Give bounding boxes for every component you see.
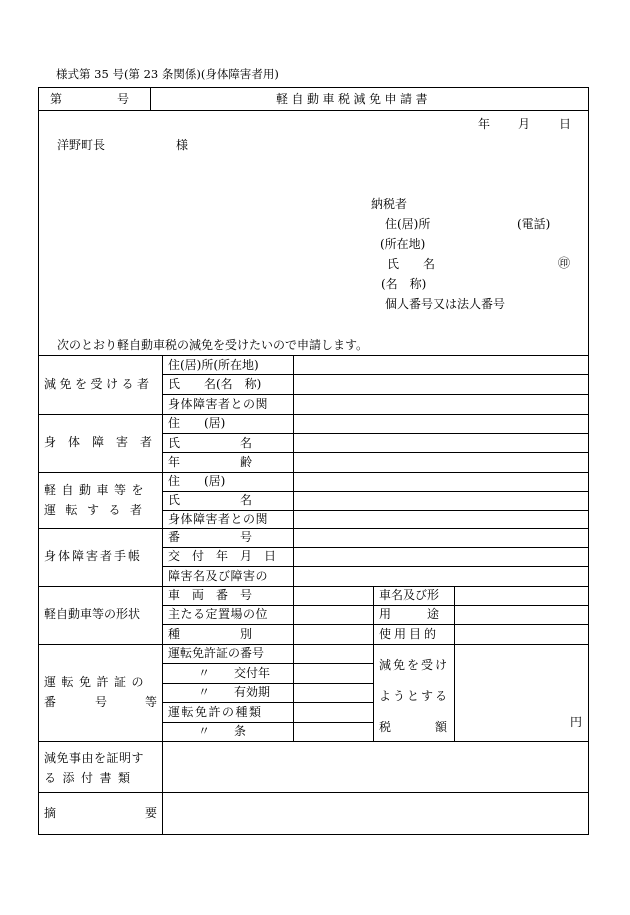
field-driver-address[interactable]: [294, 473, 587, 490]
disabled-person-label: 身体障害者: [44, 435, 165, 449]
disabled-row-name: 氏 名: [168, 436, 253, 450]
applicant-label: 減免を受ける者: [44, 377, 153, 391]
handbook-row-issue-date: 交付年月日: [168, 549, 289, 563]
handbook-row-disability: 障害名及び障害の: [168, 569, 269, 583]
disabled-row-address: 住 (居): [168, 416, 226, 430]
taxpayer-phone: (電話): [517, 217, 551, 231]
reduction-label-line3-b: 額: [435, 720, 448, 734]
field-license-issue[interactable]: [294, 664, 372, 682]
field-vehicle-number[interactable]: [294, 587, 372, 604]
field-vehicle-type[interactable]: [294, 625, 372, 643]
license-row-number: 運転免許証の番号: [168, 646, 265, 660]
field-vehicle-use[interactable]: [455, 606, 587, 623]
field-disabled-address[interactable]: [294, 415, 587, 432]
number-prefix: 第: [50, 92, 63, 106]
driver-row-name: 氏 名: [168, 493, 253, 507]
applicant-row-name: 氏 名(名 称): [168, 377, 262, 391]
addressee-honorific: 様: [176, 138, 189, 152]
field-driver-name[interactable]: [294, 492, 587, 509]
addressee-name: 洋野町長: [57, 138, 106, 152]
applicant-row-relation: 身体障害者との関: [168, 397, 269, 411]
license-label-line1: 運転免許証の: [44, 675, 150, 689]
field-vehicle-location[interactable]: [294, 606, 372, 623]
seal-icon: ㊞: [558, 256, 571, 270]
field-vehicle-purpose[interactable]: [455, 625, 587, 643]
driver-row-address: 住 (居): [168, 474, 226, 488]
field-license-type[interactable]: [294, 703, 372, 721]
field-vehicle-model[interactable]: [455, 587, 587, 604]
taxpayer-name-alt: (名 称): [381, 277, 427, 291]
form-title: 軽自動車税減免申請書: [276, 92, 432, 106]
vehicle-row-location: 主たる定置場の位: [168, 607, 269, 621]
license-row-issue: 〃 交付年: [198, 666, 271, 680]
field-license-validity[interactable]: [294, 684, 372, 701]
vehicle-label: 軽自動車等の形状: [44, 607, 141, 621]
remarks-label-b: 要: [145, 806, 158, 820]
field-disabled-age[interactable]: [294, 453, 587, 471]
field-applicant-relation[interactable]: [294, 395, 587, 413]
license-label-line2-c: 等: [145, 695, 158, 709]
vehicle-row-purpose: 使用目的: [379, 627, 440, 641]
application-statement: 次のとおり軽自動車税の減免を受けたいので申請します。: [57, 338, 369, 352]
taxpayer-label: 納税者: [371, 197, 408, 211]
date-month: 月: [518, 117, 531, 131]
field-driver-relation[interactable]: [294, 511, 587, 527]
vehicle-row-number: 車 両 番 号: [168, 588, 253, 602]
license-row-validity: 〃 有効期: [198, 685, 271, 699]
field-remarks[interactable]: [163, 793, 587, 833]
driver-label-line2: 運転する者: [44, 503, 152, 517]
reduction-label-line1: 減免を受け: [379, 658, 450, 672]
applicant-row-address: 住(居)所(所在地): [168, 358, 259, 372]
driver-row-relation: 身体障害者との関: [168, 512, 269, 526]
reduction-label-line3-a: 税: [379, 720, 392, 734]
remarks-label-a: 摘: [44, 806, 57, 820]
field-reduction-amount[interactable]: [455, 645, 565, 740]
vehicle-row-model: 車名及び形: [379, 588, 440, 602]
license-label-line2-a: 番: [44, 695, 57, 709]
license-row-conditions: 〃 条: [198, 724, 247, 738]
yen-unit: 円: [570, 715, 583, 729]
taxpayer-location: (所在地): [380, 237, 426, 251]
field-disabled-name[interactable]: [294, 434, 587, 451]
field-applicant-address[interactable]: [294, 356, 587, 373]
vehicle-row-use: 用 途: [379, 607, 440, 621]
field-applicant-name[interactable]: [294, 375, 587, 393]
license-row-type: 運転免許の種類: [168, 705, 263, 719]
field-attachments[interactable]: [163, 742, 587, 791]
field-license-number[interactable]: [294, 645, 372, 662]
handbook-label: 身体障害者手帳: [44, 549, 143, 563]
attachments-label-line2: る添付書類: [44, 771, 137, 785]
vehicle-row-type: 種 別: [168, 627, 253, 641]
field-handbook-number[interactable]: [294, 529, 587, 546]
handbook-row-number: 番 号: [168, 530, 253, 544]
date-year: 年: [478, 117, 491, 131]
number-suffix: 号: [117, 92, 130, 106]
date-day: 日: [559, 117, 572, 131]
license-label-line2-b: 号: [95, 695, 108, 709]
field-handbook-disability[interactable]: [294, 567, 587, 585]
taxpayer-name-label: 氏 名: [387, 257, 436, 271]
reduction-label-line2: ようとする: [379, 689, 450, 703]
taxpayer-address: 住(居)所: [385, 217, 431, 231]
disabled-row-age: 年 齢: [168, 455, 253, 469]
attachments-label-line1: 減免事由を証明す: [44, 751, 145, 765]
form-caption: 様式第 35 号(第 23 条関係)(身体障害者用): [56, 67, 279, 81]
field-handbook-issue-date[interactable]: [294, 548, 587, 565]
taxpayer-id-number: 個人番号又は法人番号: [385, 297, 506, 311]
field-license-conditions[interactable]: [294, 723, 372, 740]
driver-label-line1: 軽自動車等を: [44, 483, 150, 497]
